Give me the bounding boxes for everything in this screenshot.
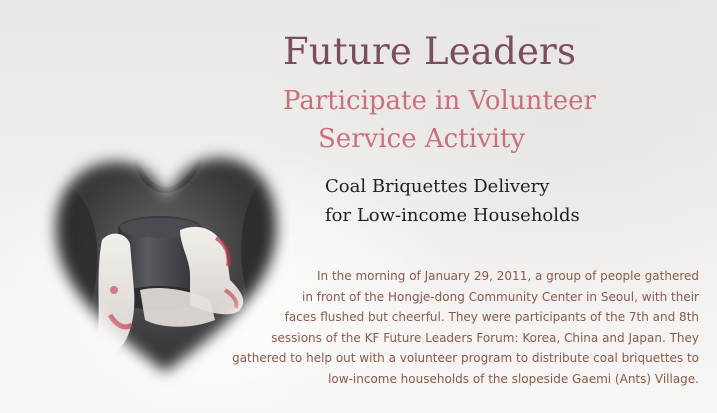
subtitle-line-2: Service Activity (318, 124, 526, 154)
article-body (199, 266, 699, 390)
body-line: In the morning of January 29, 2011, a group of people gathered (317, 269, 699, 283)
body-line: in front of the Hongje-dong Community Center in Seoul, with their (301, 289, 699, 304)
page-title: Future Leaders (283, 30, 577, 73)
body-line: sessions of the KF Future Leaders Forum: Korea, China and Japan. They (271, 330, 699, 345)
body-line: faces flushed but cheerful. They were participants of the 7th and 8th (284, 310, 699, 325)
body-line: low-income households of the slopeside Gaemi (Ants) Village. (328, 371, 699, 386)
body-line: gathered to help out with a volunteer program to distribute coal briquettes to (232, 351, 699, 366)
section-heading-line-2: for Low-income Households (325, 205, 580, 226)
subtitle-line-1: Participate in Volunteer (283, 86, 596, 116)
section-heading-line-1: Coal Briquettes Delivery (325, 176, 550, 197)
